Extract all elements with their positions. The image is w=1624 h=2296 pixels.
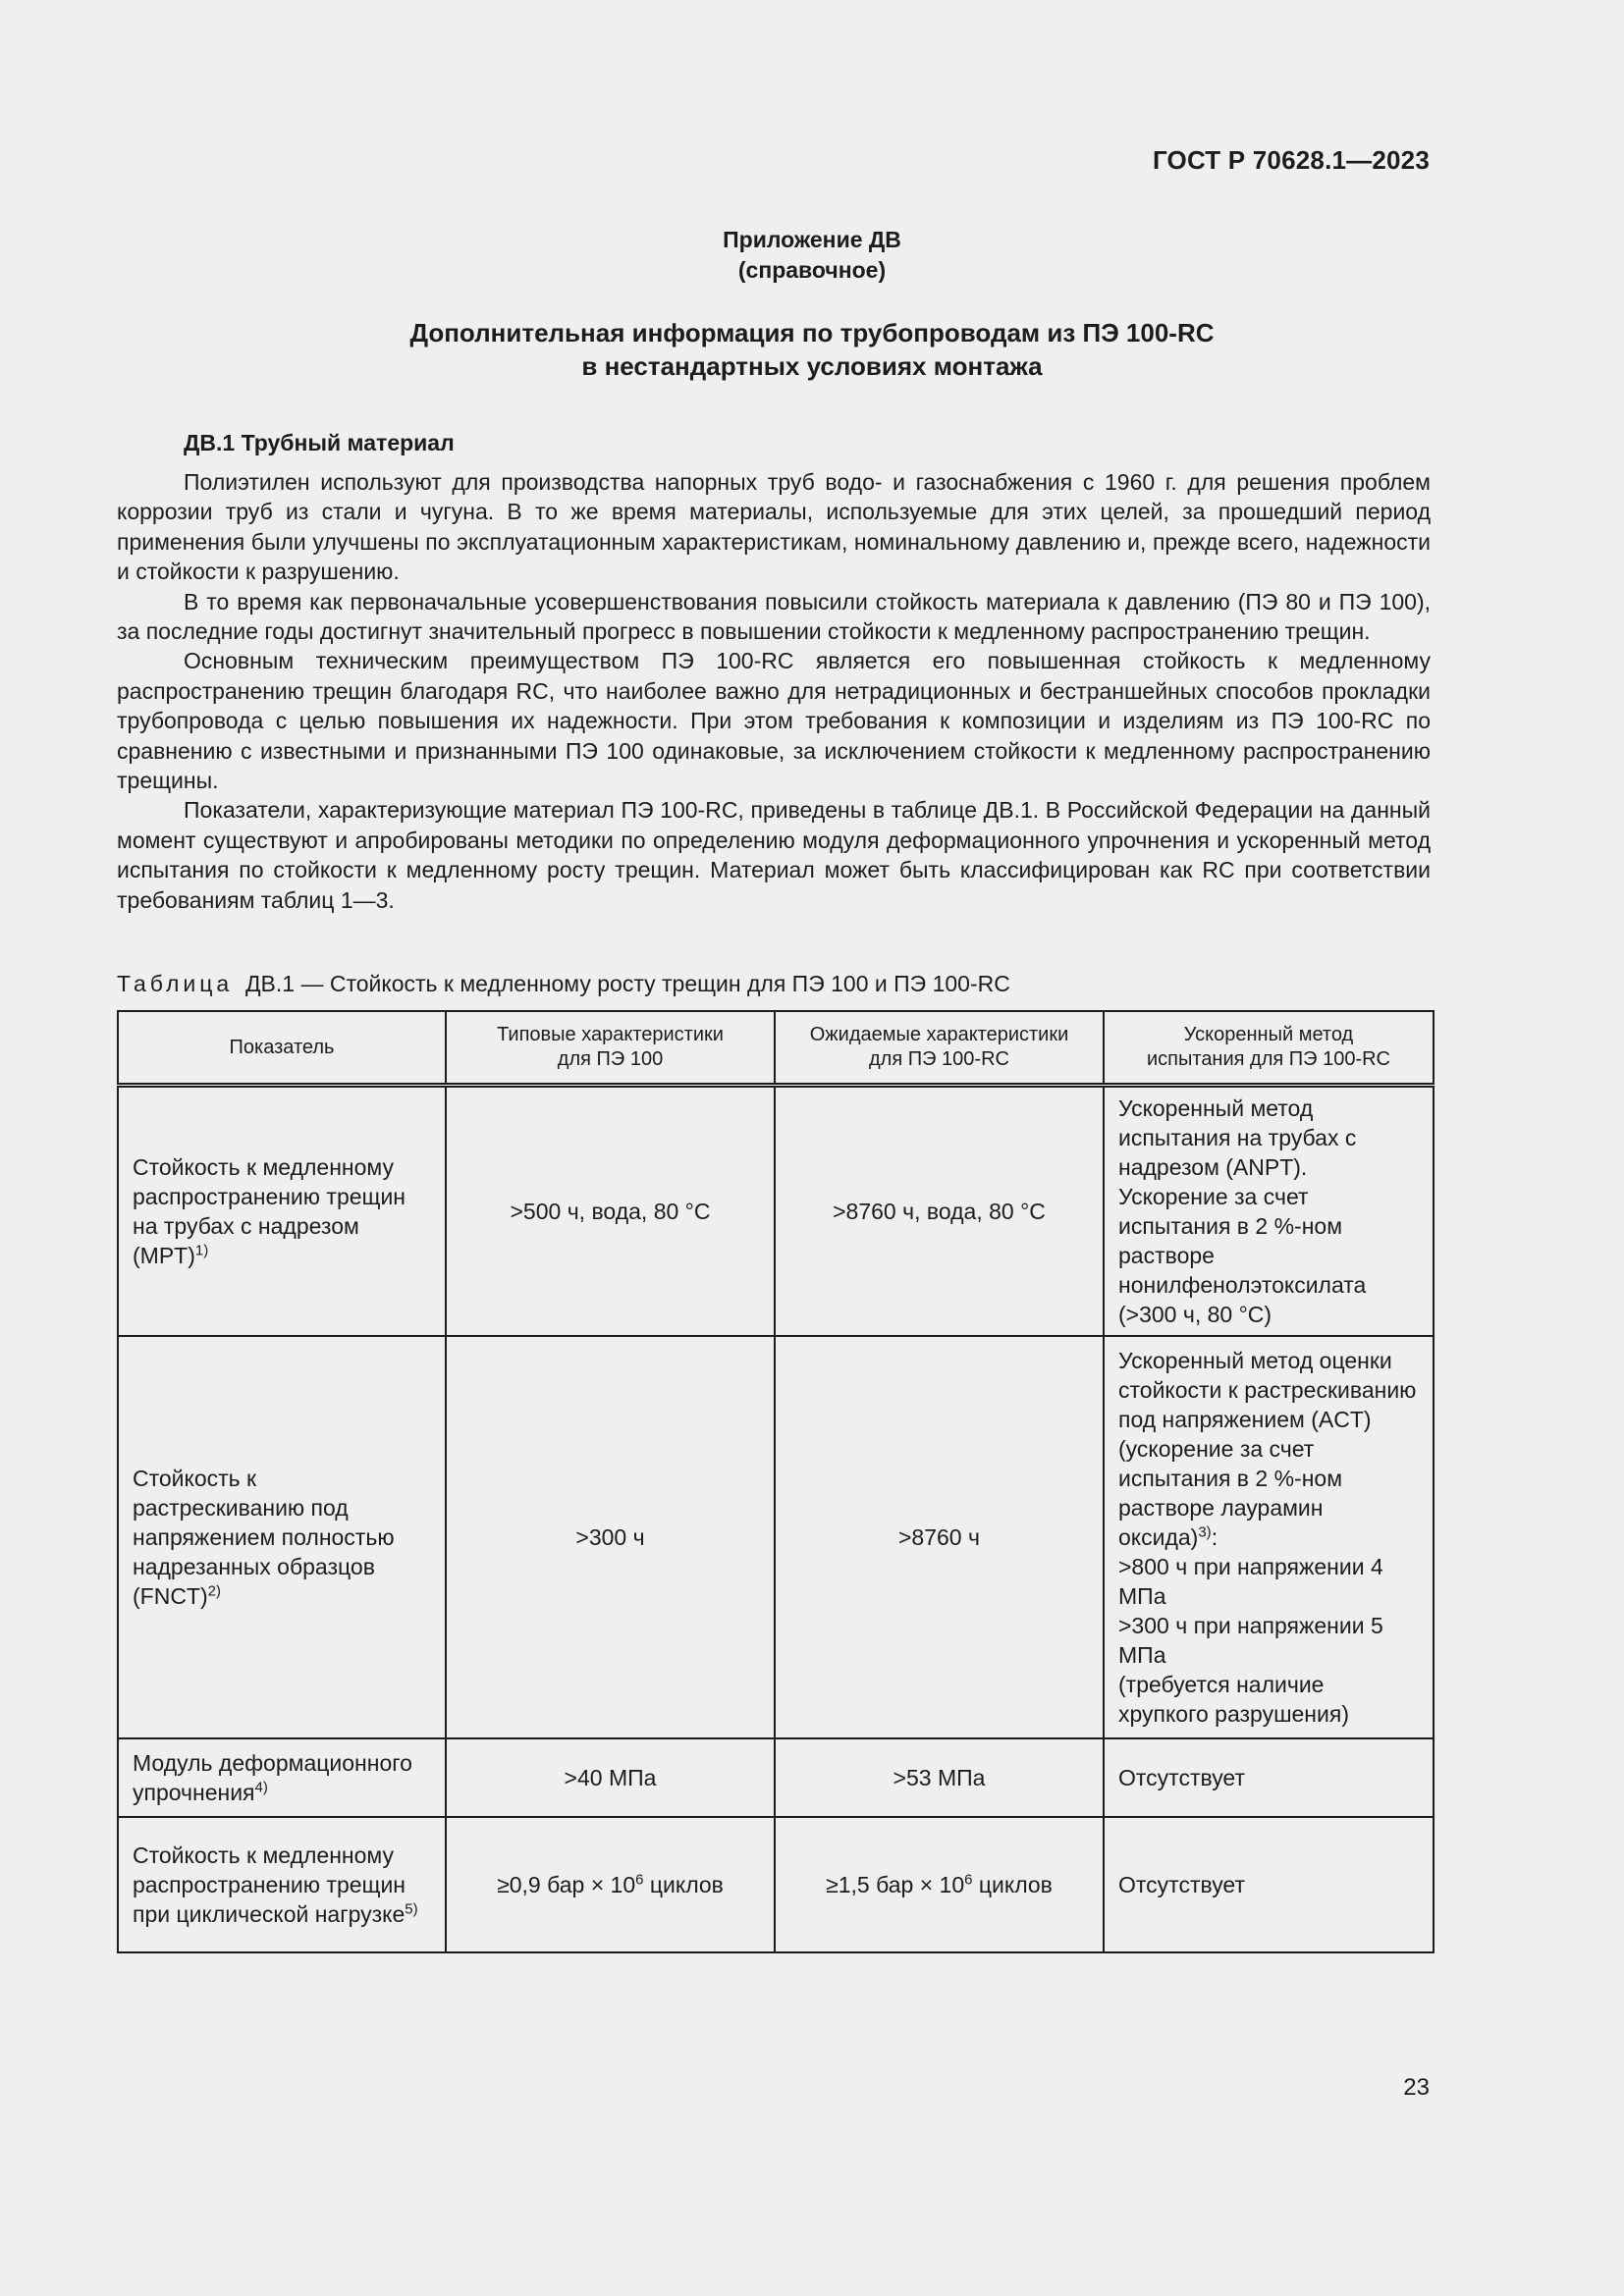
appendix-label: Приложение ДВ [723,227,901,252]
footnote-ref: 4) [254,1779,268,1796]
paragraph: Основным техническим преимуществом ПЭ 100-RC является его повышенная стойкость к медленному распространению трещин благодаря RC, что наиболее важно для нетрадиционных и бестраншейных способов прокладки трубопровода с целью повышения их надежности. При этом требования к композиции и изделиям из ПЭ 100-RC по сравнению с известными и признанными ПЭ 100 одинаковые, за исключением стойкости к медленному распространению трещины. [117,648,1431,794]
paragraph: Показатели, характеризующие материал ПЭ 100-RC, приведены в таблице ДВ.1. В Российской Федерации на данный момент существуют и апробированы методики по определению модуля деформационного упрочнения и ускоренный метод испытания по стойкости к медленному росту трещин. Материал может быть классифицирован как RC при соответствии требованиям таблиц 1—3. [117,797,1431,913]
method-line: >300 ч при напряжении 5 МПа [1118,1613,1383,1668]
section-body [117,426,1431,915]
table-caption-word: Таблица [117,971,234,996]
table-cell-pe100: >500 ч, вода, 80 °С [446,1086,775,1337]
appendix-title [0,316,1624,383]
table-row [118,1336,1434,1738]
table-cell-pe100: ≥0,9 бар × $10^6$ циклов [446,1817,775,1952]
appendix-heading [0,225,1624,286]
table-cell-indicator: Стойкость к растрескиванию под напряжением полностью надрезанных образцов (FNCT)$^{2)}$ [118,1336,446,1738]
footnote-ref: 3) [1198,1523,1212,1541]
table-cell-indicator: Модуль деформационного упрочнения$^{4)}$ [118,1738,446,1817]
table-row [118,1738,1434,1817]
table-row [118,1817,1434,1952]
page-number: 23 [1403,2074,1430,2101]
table-cell-pe100rc: >53 МПа [775,1738,1104,1817]
table-cell-pe100: >40 МПа [446,1738,775,1817]
table-row [118,1086,1434,1337]
table-cell-pe100rc: >8760 ч, вода, 80 °С [775,1086,1104,1337]
table-cell-indicator: Стойкость к медленному распространению трещин при циклической нагрузке$^{5)}$ [118,1817,446,1952]
table-cell-pe100: >300 ч [446,1336,775,1738]
appendix-status: (справочное) [737,257,887,283]
column-header: Ускоренный метод испытания для ПЭ 100-RC [1104,1011,1434,1086]
document-code: ГОСТ Р 70628.1—2023 [1152,145,1430,175]
exponent: 6 [635,1871,644,1889]
method-line: >800 ч при напряжении 4 МПа [1118,1554,1383,1609]
table-cell-method: Отсутствует [1104,1738,1434,1817]
paragraph: Полиэтилен используют для производства напорных труб водо- и газоснабжения с 1960 г. для решения проблем коррозии труб из стали и чугуна. В то же время материалы, используемые для этих целей, за прошедший период применения были улучшены по эксплуатационным характеристикам, номинальному давлению и, прежде всего, надежности и стойкости к разрушению. [117,469,1431,585]
table-cell-method: Ускоренный метод оценки стойкости к растрескиванию под напряжением (ACT) (ускорение за счет испытания в 2 %-ном растворе лаурамин оксида)$^{3)}$: >800 ч при напряжении 4 МПа >300 ч при напряжении 5 МПа (требуется наличие хрупкого разрушения) [1104,1336,1434,1738]
appendix-title-line-1: Дополнительная информация по трубопроводам из ПЭ 100-RC [409,318,1215,347]
footnote-ref: 1) [194,1242,209,1259]
footnote-ref: 2) [207,1582,221,1600]
table-cell-pe100rc: >8760 ч [775,1336,1104,1738]
properties-table [117,1010,1435,1953]
column-header: Показатель [118,1011,446,1086]
table-cell-method: Отсутствует [1104,1817,1434,1952]
table-cell-indicator: Стойкость к медленному распространению трещин на трубах с надрезом (MPT)$^{1)}$ [118,1086,446,1337]
table-header-row [118,1011,1434,1086]
column-header: Ожидаемые характеристики для ПЭ 100-RC [775,1011,1104,1086]
footnote-ref: 5) [405,1900,418,1918]
table-caption-text: ДВ.1 — Стойкость к медленному росту трещин для ПЭ 100 и ПЭ 100-RC [244,971,1010,996]
column-header: Типовые характеристики для ПЭ 100 [446,1011,775,1086]
exponent: 6 [964,1871,973,1889]
table-caption [117,968,1010,999]
table-cell-pe100rc: ≥1,5 бар × $10^6$ циклов [775,1817,1104,1952]
appendix-title-line-2: в нестандартных условиях монтажа [581,351,1043,381]
method-line: (требуется наличие хрупкого разрушения) [1118,1672,1349,1727]
paragraph: В то время как первоначальные усовершенствования повысили стойкость материала к давлению (ПЭ 80 и ПЭ 100), за последние годы достигнут значительный прогресс в повышении стойкости к медленному распространению трещин. [117,588,1431,645]
table-cell-method: Ускоренный метод испытания на трубах с надрезом (ANPT). Ускорение за счет испытания в 2 %-ном растворе нонилфенолэтоксилата (>300 ч, 80 °С) [1104,1086,1434,1337]
section-heading: ДВ.1 Трубный материал [184,430,455,455]
